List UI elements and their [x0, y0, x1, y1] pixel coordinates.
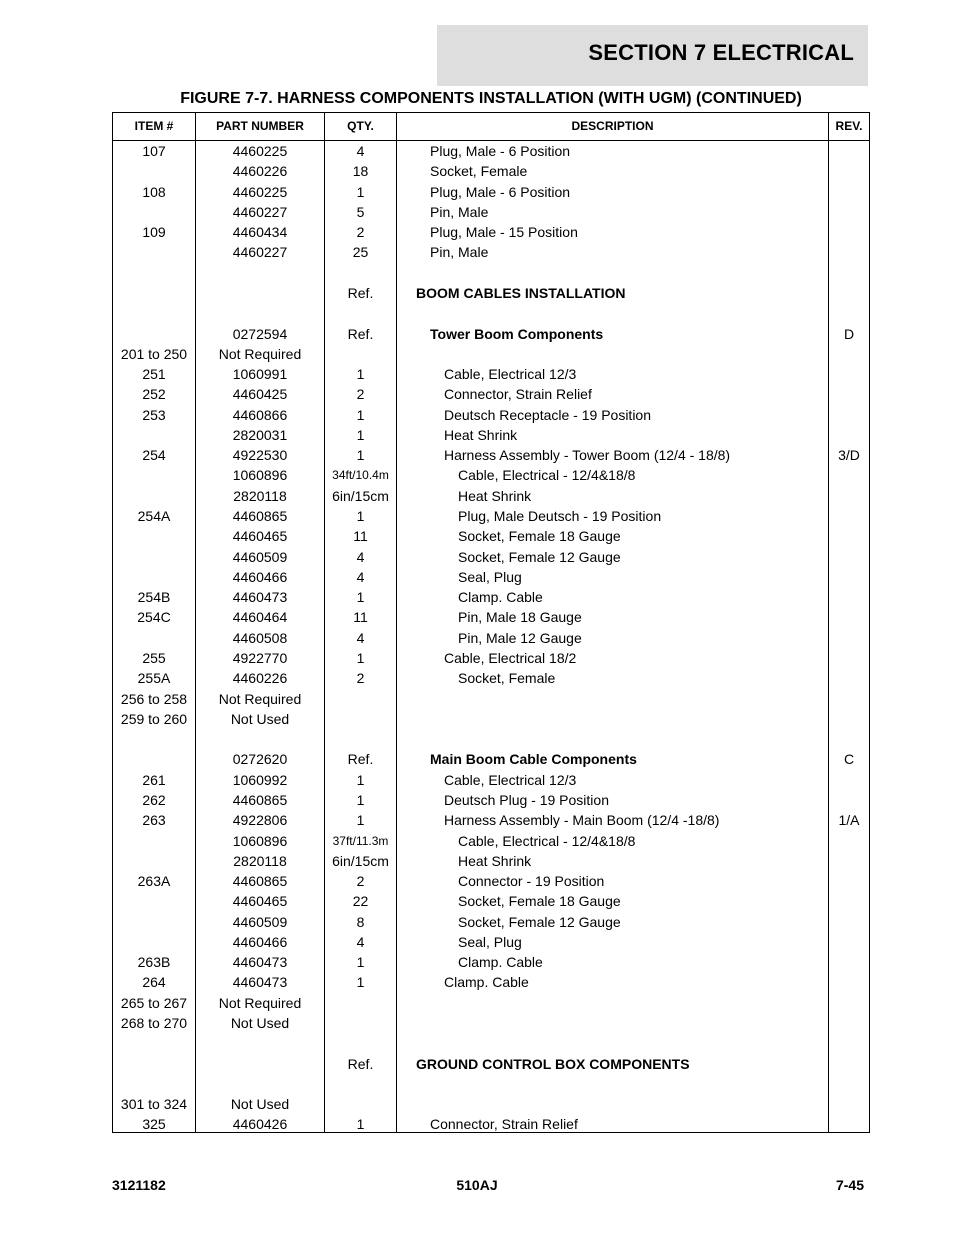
qty-cell: 1 [356, 650, 365, 666]
description-cell: Cable, Electrical 18/2 [444, 650, 577, 666]
header-part-number: PART NUMBER [216, 119, 304, 133]
description-cell: Plug, Male - 6 Position [430, 143, 571, 159]
description-cell: Socket, Female [458, 670, 556, 687]
qty-cell: 34ft/10.4m [332, 468, 389, 483]
description-cell: Heat Shrink [458, 487, 532, 504]
table-row [113, 689, 869, 709]
table-row [113, 972, 869, 992]
item-cell: 201 to 250 [120, 345, 188, 362]
qty-cell: 1 [356, 974, 365, 991]
qty-cell: Ref. [347, 284, 374, 301]
header-description: DESCRIPTION [571, 119, 654, 133]
part-number-cell: 4460434 [232, 224, 288, 241]
part-number-cell: 4460465 [232, 528, 288, 545]
description-cell: Heat Shrink [458, 852, 532, 869]
table-row [113, 222, 869, 242]
description-cell: Cable, Electrical 12/3 [444, 771, 577, 788]
part-number-cell: 2820118 [233, 487, 287, 504]
table-row [113, 445, 869, 465]
qty-cell: 1 [356, 954, 365, 971]
description-cell: Main Boom Cable Components [430, 751, 637, 768]
item-cell: 253 [142, 406, 166, 423]
table-row [113, 891, 869, 911]
item-cell: 251 [142, 366, 166, 383]
qty-cell: 6in/15cm [332, 487, 389, 504]
table-row [113, 1114, 869, 1134]
table-row [113, 425, 869, 445]
part-number-cell: 4460509 [232, 913, 288, 930]
table-row [113, 607, 869, 627]
item-cell: 256 to 258 [120, 690, 188, 707]
table-row [113, 182, 869, 202]
part-number-cell: 4460865 [232, 791, 288, 808]
description-cell: Pin, Male [430, 203, 489, 220]
qty-cell: 2 [356, 873, 365, 890]
table-row [113, 871, 869, 891]
table-row [113, 648, 869, 668]
qty-cell: 4 [356, 548, 365, 565]
item-cell: 107 [142, 143, 166, 159]
description-cell: Socket, Female 18 Gauge [458, 528, 621, 545]
table-row [113, 465, 869, 485]
table-row [113, 729, 869, 749]
item-cell: 263 [142, 812, 166, 829]
part-number-cell: 4460225 [232, 183, 288, 200]
part-number-cell: 4460508 [232, 629, 288, 646]
footer-doc-number: 3121182 [112, 1177, 166, 1193]
description-cell: Clamp. Cable [458, 954, 543, 971]
qty-cell: 11 [353, 528, 368, 545]
footer-page-number: 7-45 [835, 1177, 864, 1193]
qty-cell: 1 [356, 406, 365, 423]
table-row [113, 324, 869, 344]
table-row [113, 344, 869, 364]
description-cell: Cable, Electrical - 12/4&18/8 [458, 467, 636, 484]
table-row [113, 749, 869, 769]
part-number-cell: 4460225 [232, 143, 288, 159]
part-number-cell: Not Used [230, 710, 290, 727]
item-cell: 254B [137, 589, 171, 606]
description-cell: Deutsch Receptacle - 19 Position [444, 406, 651, 423]
table-row [113, 668, 869, 688]
item-cell: 109 [142, 224, 166, 241]
part-number-cell: Not Used [230, 1096, 290, 1113]
description-cell: Pin, Male 12 Gauge [458, 629, 582, 646]
part-number-cell: 1060896 [232, 467, 288, 484]
table-row [113, 384, 869, 404]
item-cell: 254 [142, 447, 166, 464]
part-number-cell: 4460466 [232, 933, 288, 950]
qty-cell: 4 [356, 629, 365, 646]
qty-cell: Ref. [347, 751, 374, 768]
description-cell: Cable, Electrical - 12/4&18/8 [458, 832, 636, 849]
description-cell: Connector - 19 Position [458, 873, 605, 890]
qty-cell: 22 [352, 893, 369, 910]
part-number-cell: 4922806 [232, 812, 288, 829]
table-row [113, 486, 869, 506]
qty-cell: 1 [356, 447, 365, 464]
item-cell: 264 [142, 974, 166, 991]
item-cell: 262 [142, 791, 166, 808]
qty-cell: 2 [356, 670, 365, 687]
part-number-cell: 4460226 [232, 670, 288, 687]
part-number-cell: 4460473 [232, 589, 288, 606]
item-cell: 255A [137, 670, 171, 687]
part-number-cell: 2820118 [233, 852, 287, 869]
part-number-cell: 4460865 [232, 508, 288, 525]
qty-cell: 2 [356, 386, 365, 403]
description-cell: Clamp. Cable [458, 589, 543, 606]
table-row [113, 242, 869, 262]
qty-cell: 1 [356, 812, 365, 829]
table-row [113, 851, 869, 871]
description-cell: Clamp. Cable [444, 974, 529, 991]
qty-cell: 1 [356, 366, 365, 383]
description-cell: Deutsch Plug - 19 Position [444, 791, 609, 808]
qty-cell: 1 [356, 589, 365, 606]
qty-cell: 4 [356, 143, 365, 159]
description-cell: Plug, Male - 15 Position [430, 224, 578, 241]
table-row [113, 932, 869, 952]
table-row [113, 810, 869, 830]
item-cell: 259 to 260 [120, 710, 188, 727]
item-cell: 255 [142, 650, 166, 666]
item-cell: 301 to 324 [120, 1096, 188, 1113]
table-row [113, 831, 869, 851]
item-cell: 261 [142, 771, 166, 788]
table-row [113, 1094, 869, 1114]
table-row [113, 263, 869, 283]
table-row [113, 790, 869, 810]
table-row [113, 912, 869, 932]
item-cell: 254C [137, 609, 171, 626]
part-number-cell: 4460473 [232, 954, 288, 971]
footer-model: 510AJ [456, 1177, 498, 1193]
part-number-cell: 1060896 [232, 832, 288, 849]
part-number-cell: 1060992 [232, 771, 288, 788]
description-cell: Pin, Male 18 Gauge [458, 609, 582, 626]
table-row [113, 587, 869, 607]
table-row [113, 1054, 869, 1074]
part-number-cell: 4922530 [232, 447, 288, 464]
part-number-cell: 4460865 [232, 873, 288, 890]
rev-cell: 1/A [838, 812, 860, 829]
description-cell: Plug, Male - 6 Position [430, 183, 571, 200]
part-number-cell: Not Used [230, 1015, 290, 1032]
description-cell: Socket, Female 18 Gauge [458, 893, 621, 910]
table-row [113, 405, 869, 425]
part-number-cell: 1060991 [232, 366, 288, 383]
part-number-cell: 4460425 [232, 386, 288, 403]
rev-cell: 3/D [838, 447, 860, 464]
rev-cell: D [843, 325, 855, 342]
parts-table [112, 112, 870, 1133]
description-cell: Seal, Plug [458, 568, 522, 585]
item-cell: 254A [137, 508, 171, 525]
qty-cell: 1 [356, 426, 365, 443]
table-row [113, 567, 869, 587]
qty-cell: 1 [356, 183, 365, 200]
description-cell: Seal, Plug [458, 933, 522, 950]
qty-cell: 8 [356, 913, 365, 930]
header-item: ITEM # [134, 119, 174, 133]
part-number-cell: 0272620 [232, 751, 288, 768]
qty-cell: 18 [352, 163, 369, 180]
qty-cell: 1 [356, 508, 365, 525]
description-cell: Heat Shrink [444, 426, 518, 443]
part-number-cell: 4460426 [232, 1116, 288, 1133]
qty-cell: 4 [356, 933, 365, 950]
table-row [113, 1074, 869, 1094]
description-cell: Pin, Male [430, 244, 489, 261]
table-row [113, 141, 869, 161]
table-row [113, 1013, 869, 1033]
description-cell: Connector, Strain Relief [444, 386, 592, 403]
description-cell: Tower Boom Components [430, 325, 604, 342]
table-row [113, 1033, 869, 1053]
table-header [113, 113, 869, 141]
table-row [113, 770, 869, 790]
qty-cell: 5 [356, 203, 365, 220]
table-row [113, 952, 869, 972]
description-cell: BOOM CABLES INSTALLATION [416, 284, 626, 301]
part-number-cell: Not Required [218, 690, 302, 707]
table-row [113, 526, 869, 546]
table-row [113, 993, 869, 1013]
item-cell: 263B [137, 954, 171, 971]
qty-cell: 1 [356, 1116, 365, 1133]
table-row [113, 283, 869, 303]
description-cell: Harness Assembly - Main Boom (12/4 -18/8) [444, 812, 720, 829]
part-number-cell: 4460866 [232, 406, 288, 423]
part-number-cell: 2820031 [232, 426, 288, 443]
item-cell: 108 [142, 183, 166, 200]
section-title: SECTION 7 ELECTRICAL [588, 40, 854, 65]
description-cell: Plug, Male Deutsch - 19 Position [458, 508, 662, 525]
part-number-cell: 4460465 [232, 893, 288, 910]
qty-cell: 1 [356, 791, 365, 808]
table-row [113, 628, 869, 648]
qty-cell: 1 [356, 771, 365, 788]
table-row [113, 364, 869, 384]
part-number-cell: 4460464 [232, 609, 288, 626]
part-number-cell: 4460473 [232, 974, 288, 991]
qty-cell: 6in/15cm [332, 852, 389, 869]
qty-cell: Ref. [347, 1055, 374, 1072]
description-cell: Socket, Female [430, 163, 528, 180]
part-number-cell: Not Required [218, 994, 302, 1011]
part-number-cell: 4460509 [232, 548, 288, 565]
item-cell: 325 [142, 1116, 166, 1133]
part-number-cell: 0272594 [232, 325, 288, 342]
header-qty: QTY. [347, 119, 374, 133]
table-row [113, 547, 869, 567]
part-number-cell: Not Required [218, 345, 302, 362]
rev-cell: C [843, 751, 855, 768]
table-row [113, 303, 869, 323]
description-cell: GROUND CONTROL BOX COMPONENTS [416, 1055, 690, 1072]
table-row [113, 202, 869, 222]
qty-cell: 4 [356, 568, 365, 585]
description-cell: Connector, Strain Relief [430, 1116, 578, 1133]
table-row [113, 161, 869, 181]
qty-cell: 11 [353, 609, 368, 626]
description-cell: Socket, Female 12 Gauge [458, 913, 621, 930]
table-row [113, 506, 869, 526]
item-cell: 263A [137, 873, 171, 890]
figure-title: FIGURE 7-7. HARNESS COMPONENTS INSTALLATION (WITH UGM) (CONTINUED) [180, 90, 802, 107]
qty-cell: 37ft/11.3m [332, 833, 389, 848]
part-number-cell: 4460466 [232, 568, 288, 585]
item-cell: 268 to 270 [120, 1015, 188, 1032]
qty-cell: Ref. [347, 325, 374, 342]
part-number-cell: 4460226 [232, 163, 288, 180]
description-cell: Harness Assembly - Tower Boom (12/4 - 18/8) [444, 447, 731, 464]
description-cell: Cable, Electrical 12/3 [444, 366, 577, 383]
qty-cell: 2 [356, 224, 365, 241]
header-rev: REV. [835, 119, 863, 133]
table-row [113, 709, 869, 729]
item-cell: 265 to 267 [120, 994, 188, 1011]
item-cell: 252 [142, 386, 166, 403]
qty-cell: 25 [352, 244, 369, 261]
description-cell: Socket, Female 12 Gauge [458, 548, 621, 565]
part-number-cell: 4922770 [232, 650, 288, 666]
part-number-cell: 4460227 [232, 244, 288, 261]
section-header-band [437, 25, 868, 86]
part-number-cell: 4460227 [232, 203, 288, 220]
